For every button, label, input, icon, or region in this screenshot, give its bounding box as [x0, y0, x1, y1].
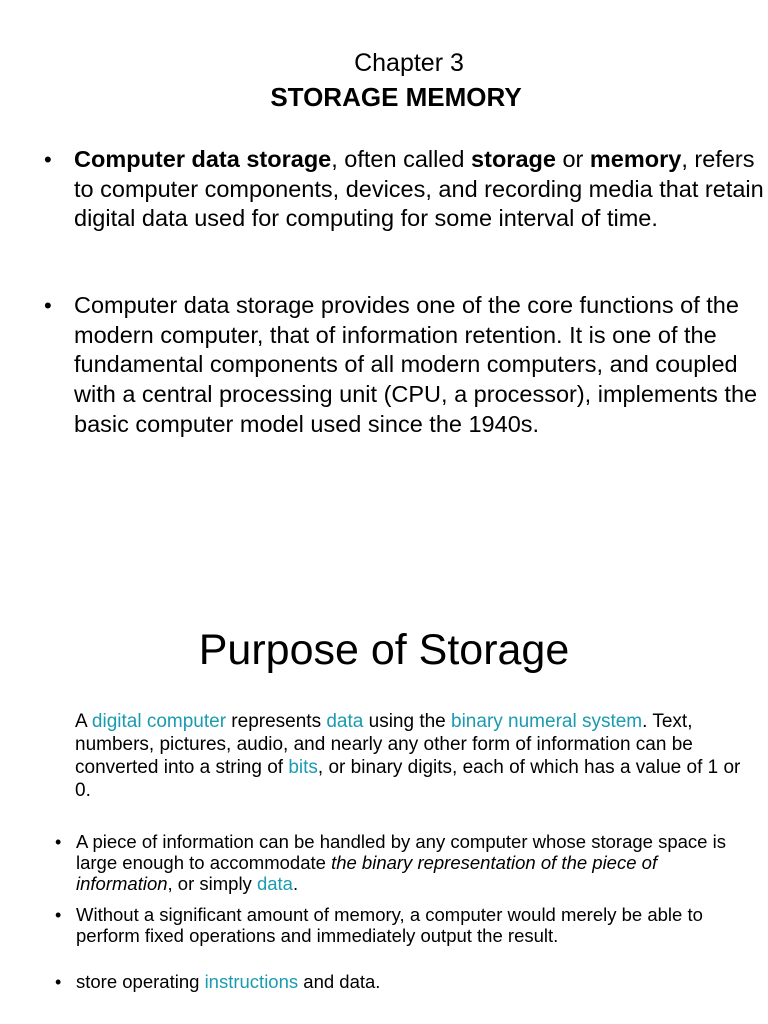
text-span: A	[75, 711, 92, 732]
text-span: , or binary digits, each of which has a value of 1 or 0.	[75, 757, 741, 801]
bullet-marker: •	[55, 972, 62, 992]
list-item	[76, 971, 746, 992]
text-span: using the	[363, 711, 452, 732]
text-span: . Text, numbers, pictures, audio, and nearly any other form of information can be converted into a string of	[75, 711, 693, 778]
text-span: .	[292, 873, 299, 894]
text-span: and data.	[298, 971, 381, 992]
text-span: , often called	[331, 146, 472, 172]
list-item: Without a significant amount of memory, a computer would merely be able to perform fixed operations and immediately output the result.	[76, 904, 703, 946]
paragraph-core-functions: Computer data storage provides one of the core functions of the modern computer, that of information retention. It is one of the fundamental components of all modern computers, and coupled with a central processing unit (CPU, a processor), implements the basic computer model used since the 1940s.	[74, 292, 758, 437]
text-span: , refers to computer components, devices, and recording media that retain digital data used for computing for some interval of time.	[74, 146, 764, 232]
text-span: A piece of information can be handled by any computer whose storage space is large enough to accommodate	[76, 831, 726, 873]
link-binary-numeral-system[interactable]: binary numeral system	[451, 711, 643, 732]
paragraph-definition	[74, 145, 764, 234]
page-title: STORAGE MEMORY	[270, 82, 522, 112]
chapter-label: Chapter 3	[354, 49, 464, 77]
bullet-marker: •	[55, 905, 62, 925]
emphasis-text: the binary representation of the piece of information	[76, 852, 658, 894]
term-storage: storage	[471, 146, 556, 172]
link-bits[interactable]: bits	[288, 757, 318, 778]
bullet-marker: •	[44, 147, 52, 172]
link-digital-computer[interactable]: digital computer	[91, 711, 227, 732]
text-span: , or simply	[167, 873, 257, 894]
term-memory: memory	[589, 146, 682, 172]
text-span: or	[555, 146, 590, 172]
text-span: represents	[226, 711, 327, 732]
link-instructions[interactable]: instructions	[204, 971, 299, 992]
link-data[interactable]: data	[256, 873, 293, 894]
section-heading: Purpose of Storage	[198, 626, 570, 674]
bullet-marker: •	[55, 832, 62, 852]
link-data[interactable]: data	[326, 711, 364, 732]
bullet-marker: •	[44, 293, 52, 318]
term-computer-data-storage: Computer data storage	[74, 146, 332, 172]
list-item	[76, 831, 746, 894]
intro-paragraph	[75, 710, 755, 802]
text-span: store operating	[76, 971, 205, 992]
